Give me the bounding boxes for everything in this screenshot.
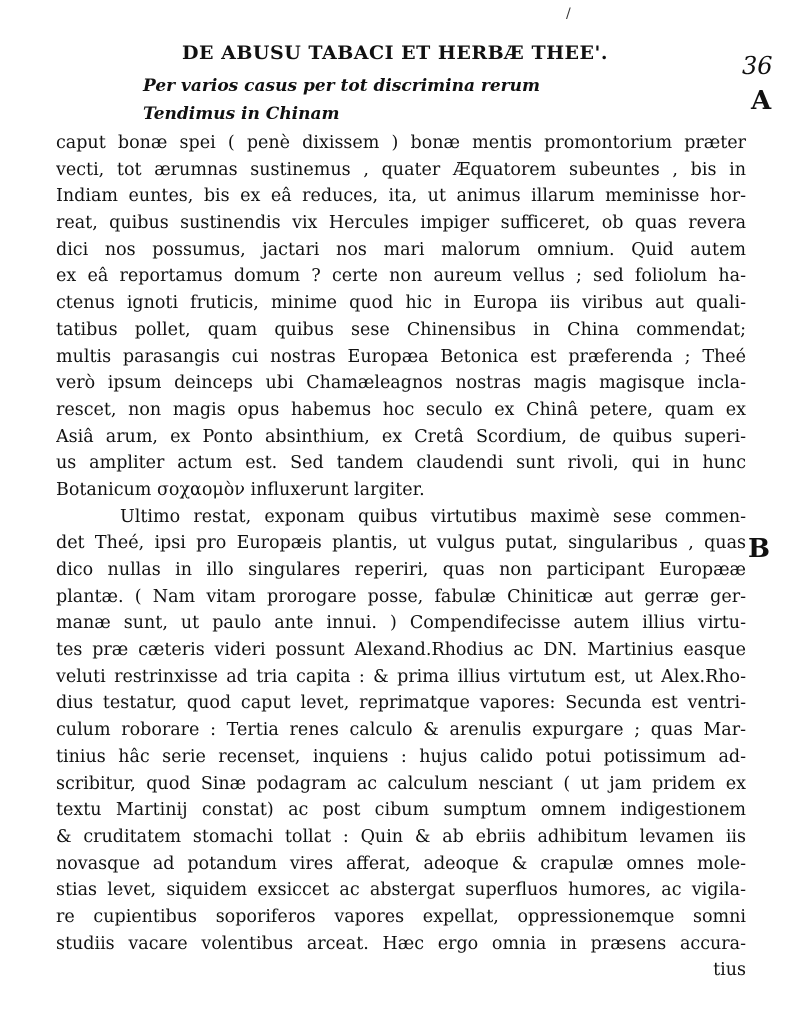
verse-line: Per varios casus per tot discrimina rerum	[143, 76, 540, 96]
page-number: 36	[742, 52, 773, 80]
text-line: tatibus pollet, quam quibus sese Chinensibus in China commendat;	[56, 319, 746, 340]
stray-pen-mark: /	[566, 6, 571, 22]
text-line: scribitur, quod Sinæ podagram ac calculum nesciant ( ut jam pridem ex	[56, 773, 746, 794]
text-line: caput bonæ spei ( penè dixissem ) bonæ mentis promontorium præter	[56, 133, 746, 153]
verse-line: Tendimus in Chinam	[143, 104, 340, 124]
text-line: det Theé, ipsi pro Europæis plantis, ut vulgus putat, singularibus , quas	[56, 533, 746, 554]
text-line: vecti, tot ærumnas sustinemus , quater Æquatorem subeuntes , bis in	[56, 159, 746, 180]
running-title: DE ABUSU TABACI ET HERBÆ THEE'.	[182, 42, 608, 64]
text-line: Asiâ arum, ex Ponto absinthium, ex Cretâ Scordium, de quibus superi-	[56, 426, 746, 447]
text-line: dico nullas in illo singulares reperiri, quas non participant Europææ	[56, 560, 746, 580]
text-line: verò ipsum deinceps ubi Chamæleagnos nostras magis magisque incla-	[56, 373, 746, 394]
text-line: rescet, non magis opus habemus hoc seculo ex Chinâ petere, quam ex	[56, 399, 746, 420]
text-line: novasque ad potandum vires afferat, adeoque & crapulæ omnes mole-	[56, 853, 746, 874]
text-line: veluti restrinxisse ad tria capita : & prima illius virtutum est, ut Alex.Rho-	[56, 666, 746, 687]
text-line: & cruditatem stomachi tollat : Quin & ab ebriis adhibitum levamen iis	[56, 826, 746, 847]
text-line: dius testatur, quod caput levet, reprimatque vapores: Secunda est ventri-	[56, 693, 746, 714]
text-line: re cupientibus soporiferos vapores expellat, oppressionemque somni	[56, 906, 746, 927]
text-line: studiis vacare volentibus arceat. Hæc ergo omnia in præsens accura-	[56, 933, 746, 954]
text-line: tinius hâc serie recenset, inquiens : hujus calido potui potissimum ad-	[56, 746, 746, 767]
text-line: reat, quibus sustinendis vix Hercules impiger sufficeret, ob quas revera	[56, 213, 746, 234]
text-line: stias levet, siquidem exsiccet ac abstergat superfluos humores, ac vigila-	[56, 880, 746, 901]
margin-mark-a: A	[751, 86, 772, 116]
text-line: ex eâ reportamus domum ? certe non aureum vellus ; sed foliolum ha-	[56, 266, 746, 287]
text-line: manæ sunt, ut paulo ante innui. ) Compendifecisse autem illius virtu-	[56, 613, 746, 634]
text-line: Botanicum σοχαομὸν influxerunt largiter.	[56, 479, 425, 500]
text-line: culum roborare : Tertia renes calculo & arenulis expurgare ; quas Mar-	[56, 720, 746, 741]
text-line: ctenus ignoti fruticis, minime quod hic in Europa iis viribus aut quali-	[56, 293, 746, 314]
text-line: tes præ cæteris videri possunt Alexand.Rhodius ac DN. Martinius easque	[56, 640, 746, 661]
body-text	[56, 130, 746, 984]
text-line: Indiam euntes, bis ex eâ reduces, ita, ut animus illarum meminisse hor-	[56, 186, 746, 207]
text-line: textu Martinij constat) ac post cibum sumptum omnem indigestionem	[56, 800, 746, 821]
text-line: Ultimo restat, exponam quibus virtutibus maximè sese commen-	[120, 506, 746, 527]
text-line: multis parasangis cui nostras Europæa Betonica est præferenda ; Theé	[56, 346, 746, 367]
text-line: plantæ. ( Nam vitam prorogare posse, fabulæ Chiniticæ aut gerræ ger-	[56, 586, 746, 607]
margin-mark-b: B	[748, 534, 770, 564]
catchword: tius	[713, 960, 746, 981]
text-line: dici nos possumus, jactari nos mari malorum omnium. Quid autem	[56, 239, 746, 260]
text-line: us ampliter actum est. Sed tandem claudendi sunt rivoli, qui in hunc	[56, 453, 746, 474]
